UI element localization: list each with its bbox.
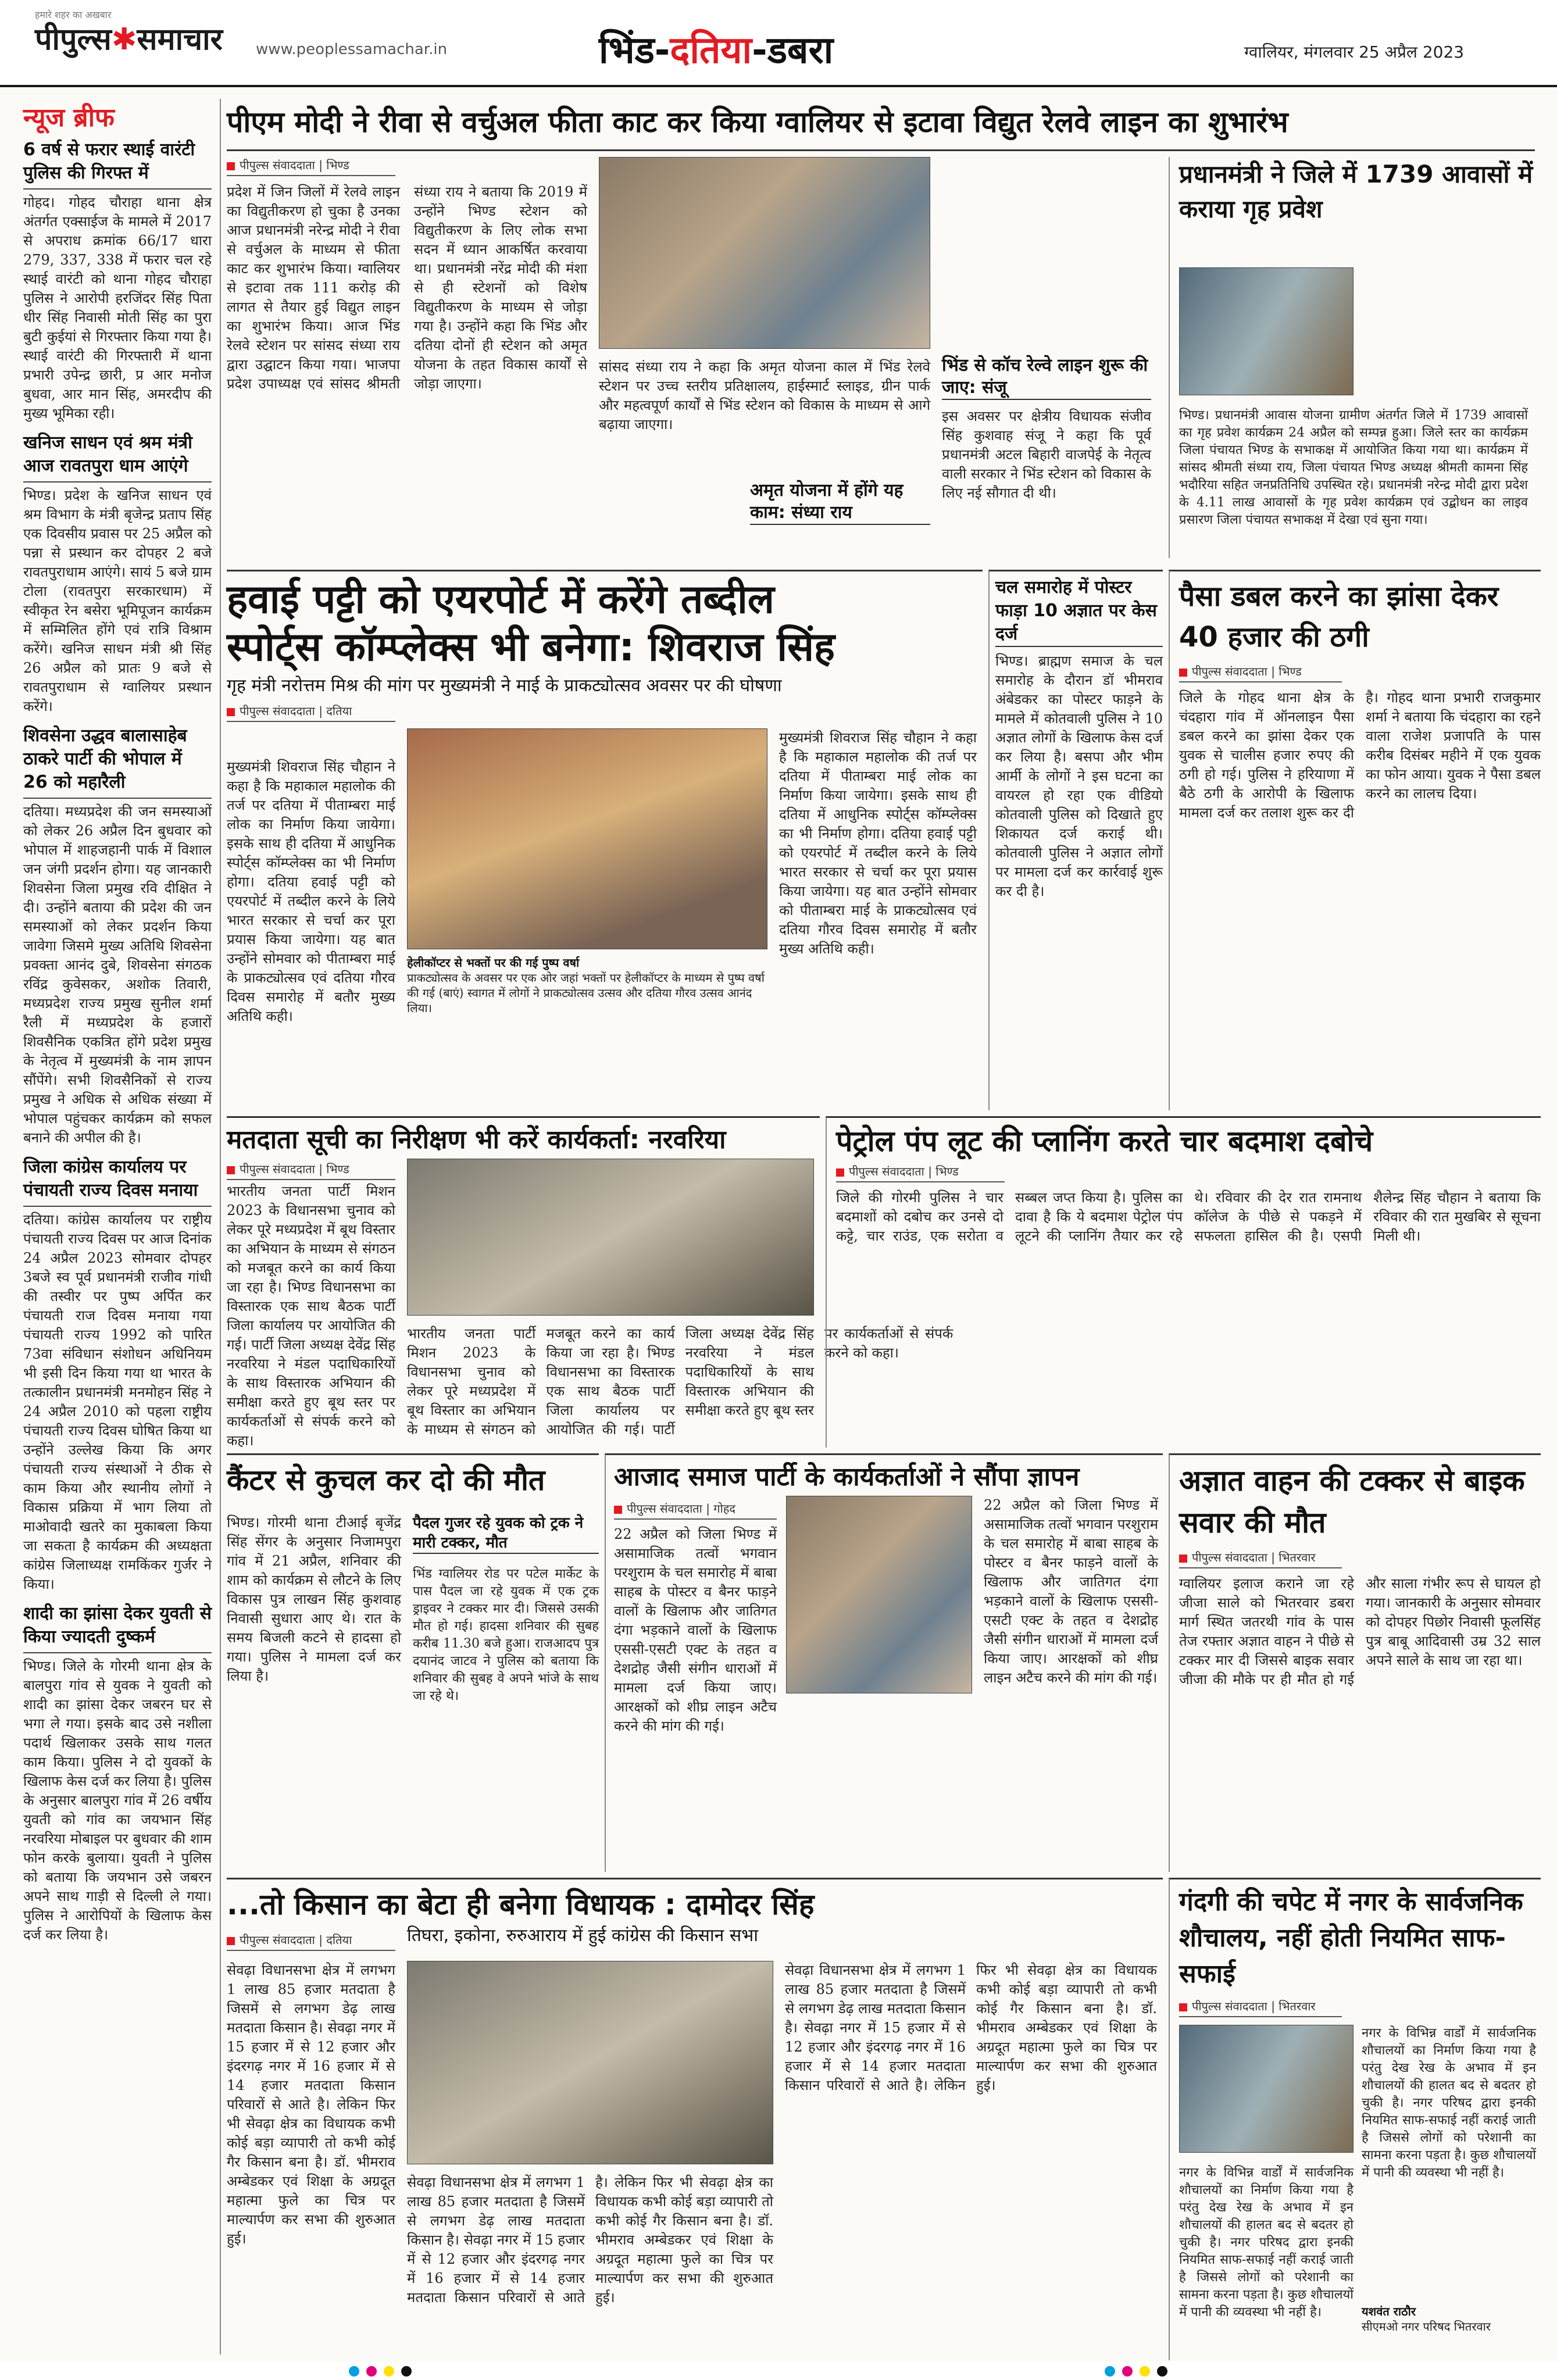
accident-headline: अज्ञात वाहन की टक्कर से बाइक सवार की मौत bbox=[1179, 1464, 1525, 1539]
byline-square-icon bbox=[836, 1168, 844, 1177]
accident-byline: पीपुल्स संवाददाता | भितरवार bbox=[1179, 1549, 1342, 1568]
logo-left-text: पीपुल्स bbox=[35, 22, 112, 57]
kisan-story bbox=[227, 1878, 1163, 2360]
section-title-a: भिंड- bbox=[599, 29, 670, 72]
kisan-text: सेवढ़ा विधानसभा क्षेत्र में लगभग 1 लाख 85 हजार मतदाता है जिसमें से लगभग डेढ़ लाख मतदाता किसान है। सेवढ़ा नगर में 15 हजार में से 12 हजार और इंदरगढ़ नगर में 16 हजार में से 14 हजार मतदाता किसान परिवारों से आते है। लेकिन फिर भी सेवढ़ा क्षेत्र का विधायक कभी कोई बड़ा व्यापारी तो कभी कोई गैर किसान बना है। डॉ. भीमराव अम्बेडकर एवं शिक्षा के अग्रदूत महात्मा फुले का चित्र पर माल्यार्पण कर सभा की शुरुआत हुई। bbox=[227, 1962, 395, 2247]
canter-subhead: पैदल गुजर रहे युवक को ट्रक ने मारी टक्कर, मौत bbox=[413, 1513, 599, 1554]
logo-right-text: समाचार bbox=[137, 22, 223, 57]
brief-item-text: भिण्ड। जिले के गोरमी थाना क्षेत्र के बालपुरा गांव से युवक ने युवती को शादी का झांसा देकर जबरन घर से भगा ले गया। इसके बाद उसे नशीला पदार्थ खिलाकर उसके साथ गलत काम किया। पुलिस ने दो युवकों के खिलाफ केस दर्ज कर लिया है। पुलिस के अनुसार बालपुरा गांव में 26 वर्षीय युवती को गांव का जयभान सिंह नरवरिया मोबाइल पर बुधवार की शाम फोन करके बुलाया। युवती ने पुलिस को बताया कि जयभान उसे जबरन अपने साथ गाड़ी से दिल्ली ले गया। पुलिस ने आरोपियों के खिलाफ केस दर्ज कर लिया है। bbox=[23, 1658, 212, 1943]
news-brief-column bbox=[23, 99, 221, 2354]
brief-item-text: दतिया। कांग्रेस कार्यालय पर राष्ट्रीय पंचायती राज्य दिवस पर आज दिनांक 24 अप्रैल 2023 सोमवार दोपहर 3बजे स्व पूर्व प्रधानमंत्री राजीव गांधी की तस्वीर पर पुष्प अर्पित कर पंचायती राज दिवस मनाया गया पंचायती राज्य 1992 को पारित 73वा संविधान संशोधन अधिनियम भी इसी दिन किया गया था भारत के तत्कालीन प्रधानमंत्री मनमोहन सिंह ने 24 अप्रैल 2010 को पहला राष्ट्रीय पंचायती राज्य दिवस घोषित किया था उन्होंने उल्लेख किया कि अगर पंचायती राज्य संस्थाओं ने ठीक से काम किया और स्थानीय लोगों ने विकास प्रक्रिया में भाग लिया तो माओवादी खतरे का मुकाबला किया जा सकता है कार्यक्रम की अध्यक्षता कांग्रेस जिलाध्यक्ष रामकिंकर गुर्जर ने किया। bbox=[23, 1212, 212, 1592]
airport-caption bbox=[407, 955, 767, 1019]
lead-photo bbox=[599, 157, 930, 349]
byline-square-icon bbox=[227, 708, 235, 716]
azad-text-continued: 22 अप्रैल को जिला भिण्ड में असामाजिक तत्वों भगवान परशुराम के चल समारोह में बाबा साहब के पोस्टर व बैनर फाड़ने वालों के खिलाफ और जातिगत दंगा भड़काने वालों के खिलाफ एससी-एसटी एक्ट के तहत व देशद्रोह जैसी संगीन धाराओं में मामला दर्ज किया जाए। आरक्षकों को शीघ्र लाइन अटैच करने की मांग की गई। bbox=[984, 1497, 1158, 1686]
lead-text: प्रदेश में जिन जिलों में रेलवे लाइन का विद्युतीकरण हो चुका है उनका आज प्रधानमंत्री नरेन्द्र मोदी ने रीवा से वर्चुअल के माध्यम से फीता काट कर शुभारंभ किया। ग्वालियर से इटावा तक 111 करोड़ की लागत से तैयार हुई विद्युत लाइन का शुभारंभ किया। आज भिंड रेलवे स्टेशन पर सांसद संध्या राय द्वारा उद्घाटन किया गया। भाजपा प्रदेश उपाध्यक्ष एवं सांसद श्रीमती संध्या राय ने बताया कि 2019 में उन्होंने भिण्ड स्टेशन को विद्युतीकरण के लिए लोक सभा सदन में ध्यान आकर्षित करवाया था। प्रधानमंत्री नरेंद्र मोदी की मंशा से ही स्टेशनों को विशेष विद्युतीकरण के माध्यम से जोड़ा गया है। उन्होंने कहा कि भिंड और दतिया दोनों ही स्टेशन को अमृत योजना के तहत विकास कार्यों से जोड़ा जाएगा। bbox=[227, 184, 587, 392]
canter-headline: कैंटर से कुचल कर दो की मौत bbox=[227, 1463, 545, 1497]
toilet-headline: गंदगी की चपेट में नगर के सार्वजनिक शौचालय, नहीं होती नियमित साफ-सफाई bbox=[1179, 1887, 1523, 1989]
toilet-story bbox=[1169, 1878, 1541, 2360]
canter-story bbox=[227, 1453, 599, 1872]
brief-item-text: दतिया। मध्यप्रदेश की जन समस्याओं को लेकर 26 अप्रैल दिन बुधवार को भोपाल में शाहजहानी पार्क में विशाल जन जंगी प्रदर्शन होगा। यह जानकारी शिवसेना जिला प्रमुख रवि दीक्षित ने दी। उन्होंने बताया की प्रदेश की जन समस्याओं को लेकर प्रदर्शन किया जावेगा जिसमे मुख्य अतिथि शिवसेना प्रवक्ता आनंद दुबे, शिवसेना संगठक रविंद्र कुवेसकर, अशोक तिवारी, मध्यप्रदेश राज्य प्रमुख सुनील शर्मा रैली में मध्यप्रदेश के हजारों शिवसैनिक एकत्रित होंगे प्रदेश प्रमुख के नेतृत्व में मुख्यमंत्री के नाम ज्ञापन सौंपेंगे। सभी शिवसैनिकों से राज्य प्रमुख ने अधिक से अधिक संख्या में भोपाल पहुंचकर कार्यक्रम को सफल बनाने की अपील की है। bbox=[23, 803, 212, 1146]
byline-square-icon bbox=[1179, 1554, 1187, 1563]
toilet-byline: पीपुल्स संवाददाता | भितरवार bbox=[1179, 1998, 1342, 2017]
petrol-byline: पीपुल्स संवाददाता | भिण्ड bbox=[836, 1163, 1005, 1182]
section-title bbox=[599, 23, 833, 74]
section-title-c: -डबरा bbox=[752, 29, 834, 72]
fraud-text: जिले के गोहद थाना क्षेत्र के चंदहारा गांव में ऑनलाइन पैसा डबल करने का झांसा देकर एक युवक से चालीस हजार रुपए की ठगी हो गई। पुलिस ने हरियाणा में बैठे ठगी के आरोपी के खिलाफ मामला दर्ज कर तलाश शुरू कर दी है। गोहद थाना प्रभारी राजकुमार शर्मा ने बताया कि चंदहारा का रहने वाला राजेश प्रजापति के पास करीब दिसंबर महीने में एक युवक का फोन आया। युवक ने पैसा डबल करने का लालच दिया। bbox=[1179, 689, 1541, 821]
pmay-story bbox=[1169, 157, 1541, 558]
azad-headline: आजाद समाज पार्टी के कार्यकर्ताओं ने सौंपा ज्ञापन bbox=[614, 1462, 1080, 1492]
pmay-photo bbox=[1179, 267, 1354, 395]
brief-item-title: 6 वर्ष से फरार स्थाई वारंटी पुलिस की गिरफ्त में bbox=[23, 138, 212, 190]
lead-byline: पीपुल्स संवाददाता | भिण्ड bbox=[227, 157, 395, 176]
azad-text: 22 अप्रैल को जिला भिण्ड में असामाजिक तत्वों भगवान परशुराम के चल समारोह में बाबा साहब के पोस्टर व बैनर फाड़ने वालों के खिलाफ और जातिगत दंगा भड़काने वालों के खिलाफ एससी-एसटी एक्ट के तहत व देशद्रोह जैसी संगीन धाराओं में मामला दर्ज किया जाए। आरक्षकों को शीघ्र लाइन अटैच करने की मांग की गई। bbox=[614, 1526, 777, 1734]
brief-item bbox=[23, 1156, 212, 1594]
airport-caption-text: प्राकट्योत्सव के अवसर पर एक ओर जहां भक्तों पर हेलीकॉप्टर के माध्यम से पुष्प वर्षा की गई (बाएं) स्वागत में लोगों ने प्राकट्योत्सव उत्सव और दतिया गौरव उत्सव आनंद लिया। bbox=[407, 971, 765, 1015]
toilet-photo bbox=[1179, 2025, 1354, 2153]
print-registration-bar bbox=[0, 2361, 1557, 2380]
petrol-headline: पेट्रोल पंप लूट की प्लानिंग करते चार बदमाश दबोचे bbox=[836, 1124, 1373, 1158]
toilet-sign-name: यशवंत राठौर bbox=[1362, 2304, 1416, 2318]
toilet-text: नगर के विभिन्न वार्डों में सार्वजनिक शौचालयों का निर्माण किया गया है परंतु देख रेख के अभाव में इन शौचालयों की हालत बद से बदतर हो चुकी है। नगर परिषद द्वारा इनकी नियमित साफ-सफाई नहीं कराई जाती है जिससे लोगों को परेशानी का सामना करना पड़ता है। कुछ शौचालयों में पानी की व्यवस्था भी नहीं है। bbox=[1362, 2026, 1536, 2180]
voter-photo bbox=[407, 1159, 814, 1316]
pamphlet-story bbox=[988, 570, 1163, 1110]
byline-square-icon bbox=[1179, 669, 1187, 677]
airport-photo bbox=[407, 728, 767, 949]
kisan-byline: पीपुल्स संवाददाता | दतिया bbox=[227, 1932, 395, 1951]
toilet-sign-role: सीएमओ नगर परिषद भितरवार bbox=[1362, 2320, 1491, 2333]
kisan-deck: तिघरा, इकोना, रुरुआराय में हुई कांग्रेस की किसान सभा bbox=[407, 1925, 759, 1946]
registration-dot-icon bbox=[366, 2366, 377, 2377]
azad-story bbox=[605, 1453, 1163, 1872]
byline-square-icon bbox=[227, 1937, 235, 1945]
lead-subhead-amrit: अमृत योजना में होंगे यह काम: संध्या राय bbox=[750, 480, 930, 525]
pamphlet-text: भिण्ड। ब्राह्मण समाज के चल समारोह के दौरान डॉ भीमराव अंबेडकर का पोस्टर फाड़ने के मामले में कोतवाली पुलिस ने 10 अज्ञात लोगों के खिलाफ केस दर्ज कर लिया है। बसपा और भीम आर्मी के लोगों ने इस घटना का वायरल हो रहा एक वीडियो कोतवाली पुलिस को दिखाते हुए शिकायत दर्ज कराई थी। कोतवाली पुलिस ने अज्ञात लोगों पर मामला दर्ज कर कार्रवाई शुरू कर दी है। bbox=[995, 653, 1163, 899]
brief-item bbox=[23, 1602, 212, 1945]
brief-item bbox=[23, 431, 212, 716]
byline-square-icon bbox=[1179, 2003, 1187, 2011]
canter-sub-text: भिंड ग्वालियर रोड पर पटेल मार्केट के पास पैदल जा रहे युवक में एक ट्रक ड्राइवर ने टक्कर मार दी। जिससे उसकी मौत हो गई। हादसा शनिवार की सुबह करीब 11.30 बजे हुआ। राजआदप पुत्र दयानंद जाटव ने पुलिस को बताया कि शनिवार की सुबह वे अपने भांजे के साथ जा रहे थे। bbox=[413, 1567, 599, 1703]
brief-item-title: खनिज साधन एवं श्रम मंत्री आज रावतपुरा धाम आएंगे bbox=[23, 431, 212, 483]
voter-text-continued: भारतीय जनता पार्टी मिशन 2023 के विधानसभा चुनाव को लेकर पूरे मध्यप्रदेश में बूथ विस्तार का अभियान के माध्यम से संगठन को मजबूत करने का कार्य किया जा रहा है। भिण्ड विधानसभा का विस्तारक एक साथ बैठक पार्टी जिला कार्यालय पर आयोजित की गई। पार्टी जिला अध्यक्ष देवेंद्र सिंह नरवरिया ने मंडल पदाधिकारियों के साथ विस्तारक अभियान की समीक्षा करते हुए बूथ स्तर पर कार्यकर्ताओं से संपर्क करने को कहा। bbox=[407, 1325, 954, 1438]
airport-caption-title: हेलीकॉप्टर से भक्तों पर की गई पुष्प वर्षा bbox=[407, 956, 580, 970]
voter-byline: पीपुल्स संवाददाता | भिण्ड bbox=[227, 1161, 395, 1180]
byline-square-icon bbox=[227, 162, 235, 170]
website-url: www.peoplessamachar.in bbox=[256, 41, 448, 58]
azad-byline: पीपुल्स संवाददाता | गोहद bbox=[614, 1500, 777, 1520]
brief-item bbox=[23, 138, 212, 423]
registration-dot-icon bbox=[1140, 2366, 1150, 2377]
petrol-story bbox=[826, 1116, 1541, 1448]
pamphlet-headline: चल समारोह में पोस्टर फाड़ा 10 अज्ञात पर केस दर्ज bbox=[995, 576, 1163, 647]
newspaper-logo bbox=[35, 17, 223, 70]
brief-item-text: गोहद। गोहद चौराहा थाना क्षेत्र अंतर्गत एक्साईज के मामले में 2017 से अपराध क्रमांक 66/17 धारा 279, 337, 338 में फरार चल रहे स्थाई वारंटी को थाना गोहद चौराहा पुलिस ने आरोपी हरजिंदर सिंह पिता धीर सिंह निवासी मोती सिंह का पुरा बुटी कुईयां से गिरफ्तार किया गया है। स्थाई वारंटी की गिरफ्तारी में थाना प्रभारी उपेन्द्र छारी, प्र आर मनोज बुधवा, आर मान सिंह, अमरदीप की मुख्य भूमिका रही। bbox=[23, 194, 212, 421]
brief-item-title: शादी का झांसा देकर युवती से किया ज्यादती दुष्कर्म bbox=[23, 1602, 212, 1653]
masthead bbox=[0, 0, 1557, 87]
news-brief-header: न्यूज ब्रीफ bbox=[23, 103, 115, 133]
byline-square-icon bbox=[227, 1166, 235, 1174]
accident-text: ग्वालियर इलाज कराने जा रहे जीजा साले को भितरवार डबरा मार्ग स्थित जतरथी गांव के पास तेज रफ्तार अज्ञात वाहन ने पीछे से टक्कर मार दी जिससे बाइक सवार जीजा की मौके पर ही मौत हो गई और साला गंभीर रूप से घायल हो गया। जानकारी के अनुसार सोमवार को दोपहर पिछोर निवासी फूलसिंह पुत्र बाबू आदिवासी उम्र 32 साल अपने साले के साथ जा रहा था। bbox=[1179, 1575, 1541, 1688]
brief-item-text: भिण्ड। प्रदेश के खनिज साधन एवं श्रम विभाग के मंत्री बृजेन्द्र प्रताप सिंह एक दिवसीय प्रवास पर 25 अप्रैल को पन्ना से प्रस्थान कर दोपहर 2 बजे रावतपुराधाम आएंगे। सायं 5 बजे ग्राम टोला (रावतपुरा सरकारधाम) में स्वीकृत रेन बसेरा भूमिपूजन कार्यक्रम में सम्मिलित होंगे एवं रात्रि विश्राम करेंगे। खनिज साधन मंत्री श्री सिंह 26 अप्रैल को प्रातः 9 बजे से रावतपुराधाम से ग्वालियर प्रस्थान करेंगे। bbox=[23, 487, 212, 714]
registration-dot-icon bbox=[1105, 2366, 1115, 2377]
airport-text-right: मुख्यमंत्री शिवराज सिंह चौहान ने कहा है कि महाकाल महालोक की तर्ज पर दतिया में पीताम्बरा माई लोक का निर्माण किया जायेगा। इसके साथ ही दतिया में आधुनिक स्पोर्ट्स कॉम्प्लेक्स का भी निर्माण होगा। दतिया हवाई पट्टी को एयरपोर्ट में तब्दील करने के लिये भारत सरकार से चर्चा कर पूरा प्रयास किया जायेगा। यह बात उन्होंने सोमवार को पीताम्बरा माई के प्राकट्योत्सव एवं दतिया गौरव दिवस समारोह में बतौर मुख्य अतिथि कही। bbox=[779, 730, 977, 957]
masthead-tagline: हमारे शहर का अखबार bbox=[35, 9, 112, 20]
kisan-photo bbox=[407, 1961, 773, 2164]
airport-headline-1: हवाई पट्टी को एयरपोर्ट में करेंगे तब्दील bbox=[227, 577, 774, 623]
lead-story bbox=[227, 157, 1157, 564]
pmay-text: भिण्ड। प्रधानमंत्री आवास योजना ग्रामीण अंतर्गत जिले में 1739 आवासों का गृह प्रवेश कार्यक्रम 24 अप्रैल को सम्पन्न हुआ। जिले स्तर का कार्यक्रम जिला पंचायत भिण्ड के सभाकक्ष में आयोजित किया गया था। कार्यक्रम में सांसद श्रीमती संध्या राय, जिला पंचायत भिण्ड अध्यक्ष श्रीमती कामना सिंह भदौरिया सहित जनप्रतिनिधि उपस्थित रहे। प्रधानमंत्री नरेन्द्र मोदी द्वारा प्रदेश के 4.11 लाख आवासों के गृह प्रवेश कार्यक्रम एवं उद्बोधन का लाइव प्रसारण जिला पंचायत सभाकक्ष में देखा एवं सुना गया। bbox=[1179, 408, 1528, 527]
brief-item bbox=[23, 724, 212, 1148]
lead-subhead-text: इस अवसर पर क्षेत्रीय विधायक संजीव सिंह कुशवाह संजू ने कहा कि पूर्व प्रधानमंत्री अटल बिहारी वाजपेई के नेतृत्व वाली सरकार ने भिंड स्टेशन को विकास के लिए नई सौगात दी थी। bbox=[942, 408, 1151, 501]
brief-item-title: शिवसेना उद्धव बालासाहेब ठाकरे पार्टी की भोपाल में 26 को महारैली bbox=[23, 724, 212, 799]
pmay-headline: प्रधानमंत्री ने जिले में 1739 आवासों में कराया गृह प्रवेश bbox=[1179, 160, 1533, 223]
lead-subhead-coach: भिंड से कॉच रेल्वे लाइन शुरू की जाए: संजू bbox=[942, 355, 1151, 400]
voter-headline: मतदाता सूची का निरीक्षण भी करें कार्यकर्ता: नरवरिया bbox=[227, 1125, 726, 1155]
fraud-story bbox=[1169, 570, 1541, 1110]
logo-star-icon: ✱ bbox=[111, 22, 137, 57]
voter-story bbox=[227, 1116, 954, 1449]
airport-deck: गृह मंत्री नरोत्तम मिश्र की मांग पर मुख्यमंत्री ने माई के प्राकट्योत्सव अवसर पर की घोषणा bbox=[227, 676, 782, 696]
dateline: ग्वालियर, मंगलवार 25 अप्रैल 2023 bbox=[1244, 42, 1465, 62]
byline-square-icon bbox=[614, 1506, 622, 1514]
registration-dot-icon bbox=[349, 2366, 359, 2377]
lead-text-continued: सांसद संध्या राय ने कहा कि अमृत योजना काल में भिंड रेलवे स्टेशन पर उच्च स्तरीय प्रतिक्षालय, हाईस्मार्ट स्लाइड, ग्रीन पार्क और महत्वपूर्ण कार्यों से भिंड स्टेशन को विकास के माध्यम से आगे बढ़ाया जाएगा। bbox=[599, 359, 930, 433]
registration-dot-icon bbox=[384, 2366, 394, 2377]
registration-dot-icon bbox=[401, 2366, 412, 2377]
airport-text: मुख्यमंत्री शिवराज सिंह चौहान ने कहा है कि महाकाल महालोक की तर्ज पर दतिया में पीताम्बरा माई लोक का निर्माण किया जायेगा। इसके साथ ही दतिया में आधुनिक स्पोर्ट्स कॉम्प्लेक्स का भी निर्माण होगा। दतिया हवाई पट्टी को एयरपोर्ट में तब्दील करने के लिये भारत सरकार से चर्चा कर पूरा प्रयास किया जायेगा। यह बात उन्होंने सोमवार को पीताम्बरा माई के प्राकट्योत्सव एवं दतिया गौरव दिवस समारोह में बतौर मुख्य अतिथि कही। bbox=[227, 759, 395, 1024]
brief-item-title: जिला कांग्रेस कार्यालय पर पंचायती राज्य दिवस मनाया bbox=[23, 1156, 212, 1207]
petrol-text: जिले की गोरमी पुलिस ने चार बदमाशों को दबोच कर उनसे दो कट्टे, चार राउंड, एक सरोता व सब्बल जप्त किया है। पुलिस का दावा है कि ये बदमाश पेट्रोल पंप लूटने की प्लानिंग तैयार कर रहे थे। रविवार की देर रात रामनाथ कॉलेज के पीछे से पकड़ने में सफलता हासिल की है। एसपी शैलेन्द्र सिंह चौहान ने बताया कि रविवार की रात मुखबिर से सूचना मिली थी। bbox=[836, 1189, 1541, 1244]
section-title-b: दतिया bbox=[670, 29, 752, 72]
toilet-signature bbox=[1362, 2304, 1536, 2350]
airport-byline: पीपुल्स संवाददाता | दतिया bbox=[227, 703, 395, 722]
fraud-byline: पीपुल्स संवाददाता | भिण्ड bbox=[1179, 663, 1342, 682]
kisan-text-right: सेवढ़ा विधानसभा क्षेत्र में लगभग 1 लाख 85 हजार मतदाता है जिसमें से लगभग डेढ़ लाख मतदाता किसान है। सेवढ़ा नगर में 15 हजार में से 12 हजार और इंदरगढ़ नगर में 16 हजार में से 14 हजार मतदाता किसान परिवारों से आते है। लेकिन फिर भी सेवढ़ा क्षेत्र का विधायक कभी कोई बड़ा व्यापारी तो कभी कोई गैर किसान बना है। डॉ. भीमराव अम्बेडकर एवं शिक्षा के अग्रदूत महात्मा फुले का चित्र पर माल्यार्पण कर सभा की शुरुआत हुई। bbox=[785, 1962, 1157, 2093]
kisan-headline: ...तो किसान का बेटा ही बनेगा विधायक : दामोदर सिंह bbox=[227, 1888, 815, 1921]
kisan-text-continued: सेवढ़ा विधानसभा क्षेत्र में लगभग 1 लाख 85 हजार मतदाता है जिसमें से लगभग डेढ़ लाख मतदाता किसान है। सेवढ़ा नगर में 15 हजार में से 12 हजार और इंदरगढ़ नगर में 16 हजार में से 14 हजार मतदाता किसान परिवारों से आते है। लेकिन फिर भी सेवढ़ा क्षेत्र का विधायक कभी कोई बड़ा व्यापारी तो कभी कोई गैर किसान बना है। डॉ. भीमराव अम्बेडकर एवं शिक्षा के अग्रदूत महात्मा फुले का चित्र पर माल्यार्पण कर सभा की शुरुआत हुई। bbox=[407, 2174, 773, 2306]
registration-dot-icon bbox=[1157, 2366, 1167, 2377]
fraud-headline: पैसा डबल करने का झांसा देकर 40 हजार की ठगी bbox=[1179, 580, 1499, 653]
airport-story bbox=[227, 570, 983, 1110]
toilet-text-left: नगर के विभिन्न वार्डों में सार्वजनिक शौचालयों का निर्माण किया गया है परंतु देख रेख के अभाव में इन शौचालयों की हालत बद से बदतर हो चुकी है। नगर परिषद द्वारा इनकी नियमित साफ-सफाई नहीं कराई जाती है जिससे लोगों को परेशानी का सामना करना पड़ता है। कुछ शौचालयों में पानी की व्यवस्था भी नहीं है। bbox=[1179, 2165, 1354, 2320]
canter-text: भिण्ड। गोरमी थाना टीआई बृजेंद्र सिंह सेंगर के अनुसार निजामपुरा गांव में 21 अप्रैल, शनिवार की शाम को कार्यक्रम से लौटने के लिए विकास पुत्र लाखन सिंह कुशवाह निवासी सुधारा आए थे। रात के समय बिजली कटने से हादसा हो गया। पुलिस ने मामला दर्ज कर लिया है। bbox=[227, 1514, 401, 1684]
azad-photo bbox=[786, 1496, 972, 1693]
registration-dot-icon bbox=[1122, 2366, 1133, 2377]
accident-story bbox=[1169, 1453, 1541, 1872]
lead-headline: पीएम मोदी ने रीवा से वर्चुअल फीता काट कर किया ग्वालियर से इटावा विद्युत रेलवे लाइन का शुभारंभ bbox=[227, 99, 1535, 151]
airport-headline-2: स्पोर्ट्स कॉम्प्लेक्स भी बनेगा: शिवराज सिंह bbox=[227, 624, 835, 670]
voter-text: भारतीय जनता पार्टी मिशन 2023 के विधानसभा चुनाव को लेकर पूरे मध्यप्रदेश में बूथ विस्तार का अभियान के माध्यम से संगठन को मजबूत करने का कार्य किया जा रहा है। भिण्ड विधानसभा का विस्तारक एक साथ बैठक पार्टी जिला कार्यालय पर आयोजित की गई। पार्टी जिला अध्यक्ष देवेंद्र सिंह नरवरिया ने मंडल पदाधिकारियों के साथ विस्तारक अभियान की समीक्षा करते हुए बूथ स्तर पर कार्यकर्ताओं से संपर्क करने को कहा। bbox=[227, 1183, 395, 1449]
